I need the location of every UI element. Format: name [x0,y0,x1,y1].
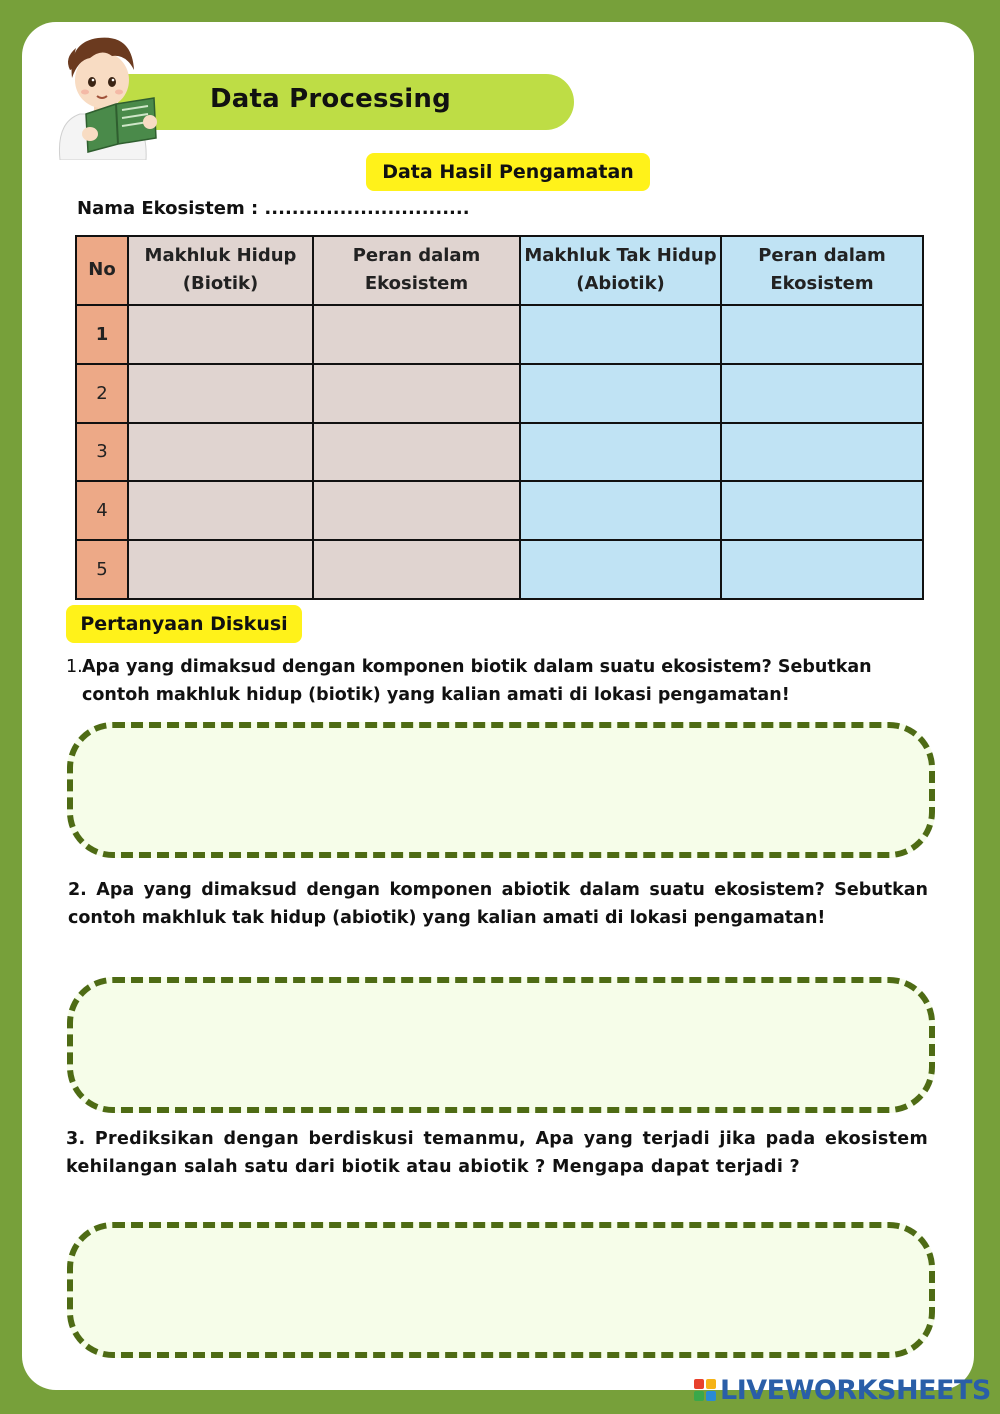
biotic-cell[interactable] [128,364,313,423]
biotic-cell[interactable] [128,305,313,364]
header-no: No [76,236,128,305]
table-row [76,305,923,364]
abiotic-role-cell[interactable] [721,540,923,599]
boy-reading-book-illustration [42,18,162,160]
header-biotic-role: Peran dalam Ekosistem [313,236,520,305]
question-2: 2. Apa yang dimaksud dengan komponen abiotik dalam suatu ekosistem? Sebutkan contoh makhluk tak hidup (abiotik) yang kalian amati di lokasi pengamatan! [68,880,928,928]
question-1-line-1: Apa yang dimaksud dengan komponen biotik dalam suatu ekosistem? Sebutkan [82,657,872,677]
abiotic-role-cell[interactable] [721,364,923,423]
biotic-role-cell[interactable] [313,481,520,540]
row-number: 5 [76,540,128,599]
observation-title: Data Hasil Pengamatan [366,153,650,191]
page-title: Data Processing [210,84,451,114]
row-number: 1 [76,305,128,364]
biotic-role-cell[interactable] [313,305,520,364]
abiotic-cell[interactable] [520,305,721,364]
biotic-cell[interactable] [128,423,313,482]
biotic-role-cell[interactable] [313,423,520,482]
question-1-line-2: contoh makhluk hidup (biotik) yang kalian amati di lokasi pengamatan! [82,685,790,705]
table-row [76,364,923,423]
header-biotic: Makhluk Hidup (Biotik) [128,236,313,305]
abiotic-cell[interactable] [520,364,721,423]
abiotic-role-cell[interactable] [721,305,923,364]
table-row [76,540,923,599]
biotic-role-cell[interactable] [313,364,520,423]
question-1 [66,653,928,709]
biotic-role-cell[interactable] [313,540,520,599]
abiotic-cell[interactable] [520,540,721,599]
table-header-row [76,236,923,305]
abiotic-cell[interactable] [520,423,721,482]
biotic-cell[interactable] [128,481,313,540]
table-row [76,481,923,540]
liveworksheets-logo-icon [694,1379,716,1401]
row-number: 2 [76,364,128,423]
row-number: 4 [76,481,128,540]
ecosystem-name-field[interactable]: Nama Ekosistem : .............................. [77,198,470,219]
abiotic-cell[interactable] [520,481,721,540]
question-1-number: 1. [66,657,83,677]
answer-box-1[interactable] [67,722,935,858]
header-abiotic-role: Peran dalam Ekosistem [721,236,923,305]
row-number: 3 [76,423,128,482]
abiotic-role-cell[interactable] [721,423,923,482]
discussion-title: Pertanyaan Diskusi [66,605,302,643]
table-row [76,423,923,482]
question-3: 3. Prediksikan dengan berdiskusi temanmu, Apa yang terjadi jika pada ekosistem kehilangan salah satu dari biotik atau abiotik ? Mengapa dapat terjadi ? [66,1129,928,1177]
answer-box-3[interactable] [67,1222,935,1358]
liveworksheets-watermark [694,1374,991,1406]
watermark-text: LIVEWORKSHEETS [720,1374,991,1406]
observation-table [75,235,924,600]
answer-box-2[interactable] [67,977,935,1113]
header-abiotic: Makhluk Tak Hidup (Abiotik) [520,236,721,305]
biotic-cell[interactable] [128,540,313,599]
abiotic-role-cell[interactable] [721,481,923,540]
